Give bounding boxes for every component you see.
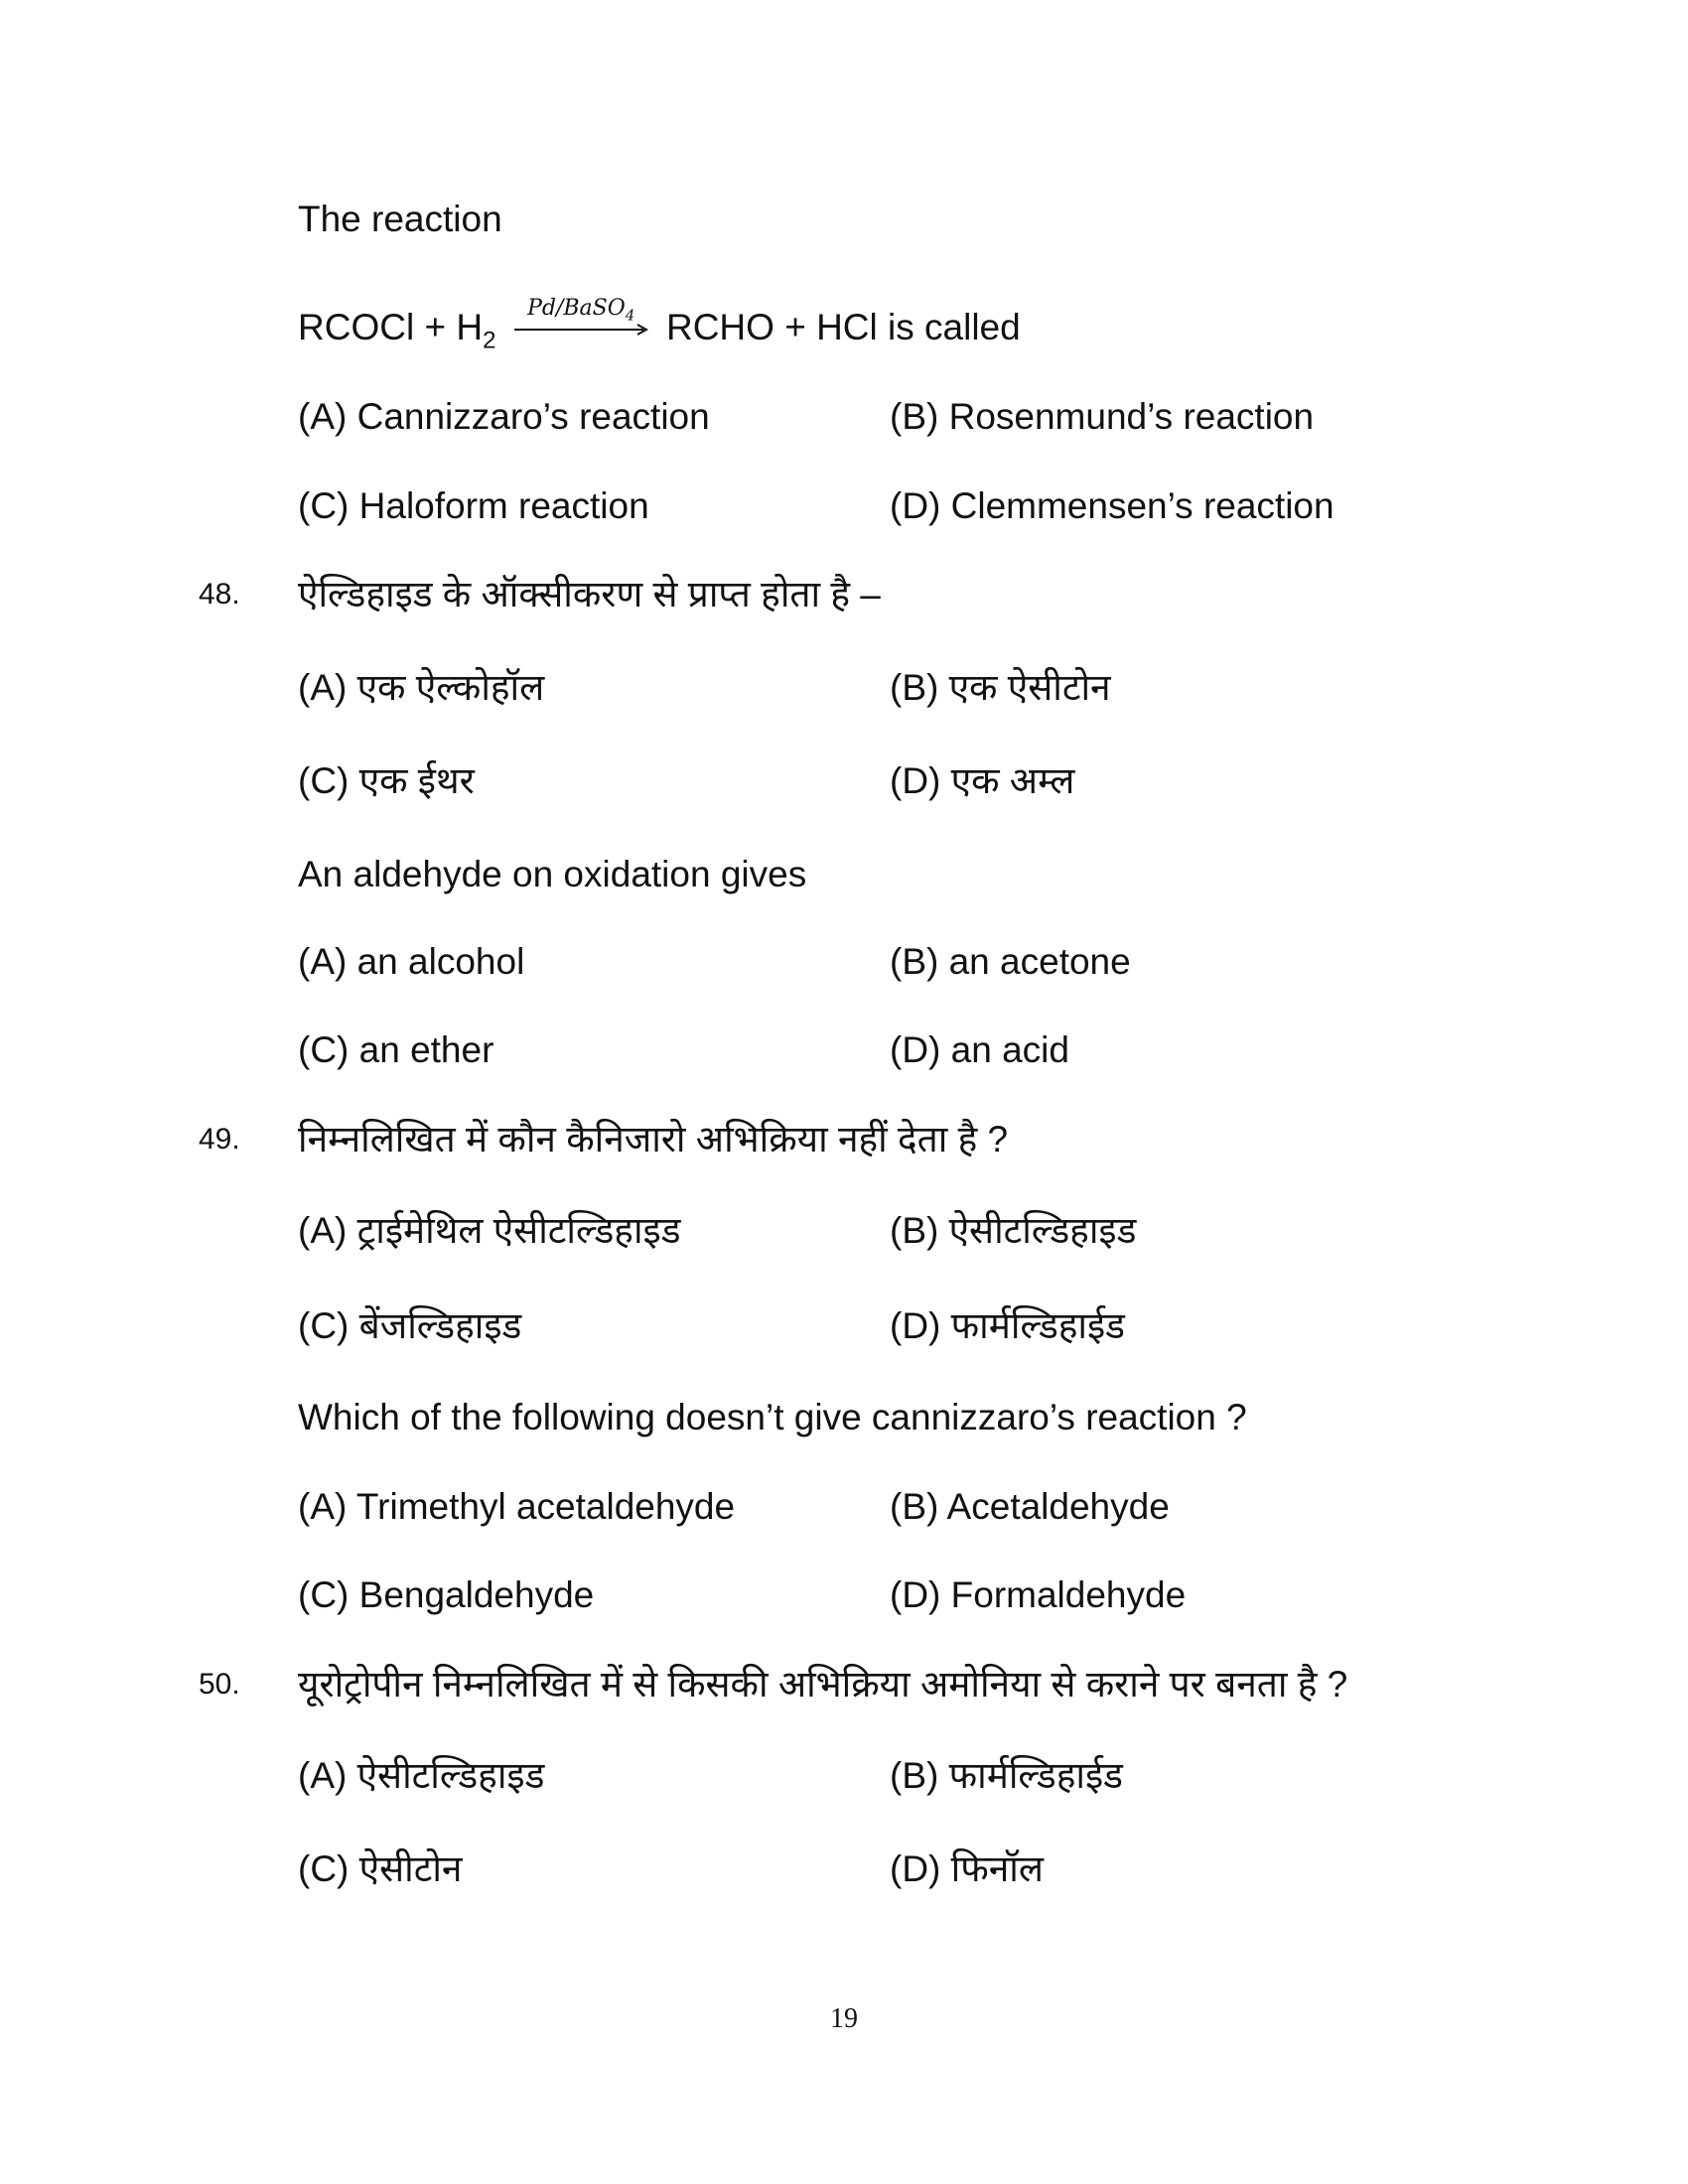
hindi-option-d: (D) फिनॉल — [890, 1848, 1044, 1889]
option-b: (B) an acetone — [890, 941, 1131, 982]
reaction-arrow — [514, 296, 648, 349]
option-a: (A) Trimethyl acetaldehyde — [298, 1486, 736, 1527]
hindi-option-d: (D) फार्मल्डिहाईड — [890, 1305, 1125, 1346]
english-question: An aldehyde on oxidation gives — [298, 854, 807, 894]
hindi-option-a: (A) ट्राईमेथिल ऐसीटल्डिहाइड — [298, 1210, 681, 1251]
hindi-option-a: (A) ऐसीटल्डिहाइड — [298, 1755, 545, 1796]
option-a: (A) an alcohol — [298, 941, 525, 982]
hindi-option-d: (D) एक अम्ल — [890, 760, 1075, 801]
hindi-option-c: (C) ऐसीटोन — [298, 1848, 463, 1889]
hindi-option-b: (B) फार्मल्डिहाईड — [890, 1755, 1123, 1796]
option-b: (B) Acetaldehyde — [890, 1486, 1170, 1527]
option-d: (D) an acid — [890, 1029, 1069, 1070]
hindi-option-c: (C) एक ईथर — [298, 760, 475, 801]
subscript: 4 — [625, 306, 635, 325]
hindi-option-c: (C) बेंजल्डिहाइड — [298, 1305, 522, 1346]
hindi-question: निम्नलिखित में कौन कैनिजारो अभिक्रिया नहीं देता है ? — [298, 1119, 1009, 1160]
question-intro: The reaction — [298, 199, 502, 239]
hindi-question: ऐल्डिहाइड के ऑक्सीकरण से प्राप्त होता है – — [298, 574, 881, 614]
reactants: RCOCl + H — [298, 307, 484, 347]
hindi-option-b: (B) एक ऐसीटोन — [890, 667, 1111, 708]
question-number: 49. — [199, 1123, 240, 1156]
arrow-icon — [514, 324, 648, 336]
option-b: (B) Rosenmund’s reaction — [890, 396, 1315, 437]
subscript: 2 — [483, 327, 496, 354]
products: RCHO + HCl is called — [665, 307, 1021, 347]
hindi-question: यूरोट्रोपीन निम्नलिखित में से किसकी अभिक्रिया अमोनिया से कराने पर बनता है ? — [298, 1664, 1348, 1705]
option-d: (D) Formaldehyde — [890, 1574, 1187, 1615]
question-number: 50. — [199, 1668, 240, 1701]
question-number: 48. — [199, 578, 240, 611]
reaction-equation — [298, 296, 1021, 365]
hindi-option-a: (A) एक ऐल्कोहॉल — [298, 667, 545, 708]
catalyst: Pd/BaSO — [527, 296, 626, 322]
option-c: (C) Haloform reaction — [298, 485, 649, 526]
hindi-option-b: (B) ऐसीटल्डिहाइड — [890, 1210, 1137, 1251]
option-a: (A) Cannizzaro’s reaction — [298, 396, 710, 437]
option-c: (C) Bengaldehyde — [298, 1574, 595, 1615]
option-d: (D) Clemmensen’s reaction — [890, 485, 1335, 526]
english-question: Which of the following doesn’t give cannizzaro’s reaction ? — [298, 1397, 1247, 1437]
page-number: 19 — [830, 2003, 858, 2034]
option-c: (C) an ether — [298, 1029, 494, 1070]
